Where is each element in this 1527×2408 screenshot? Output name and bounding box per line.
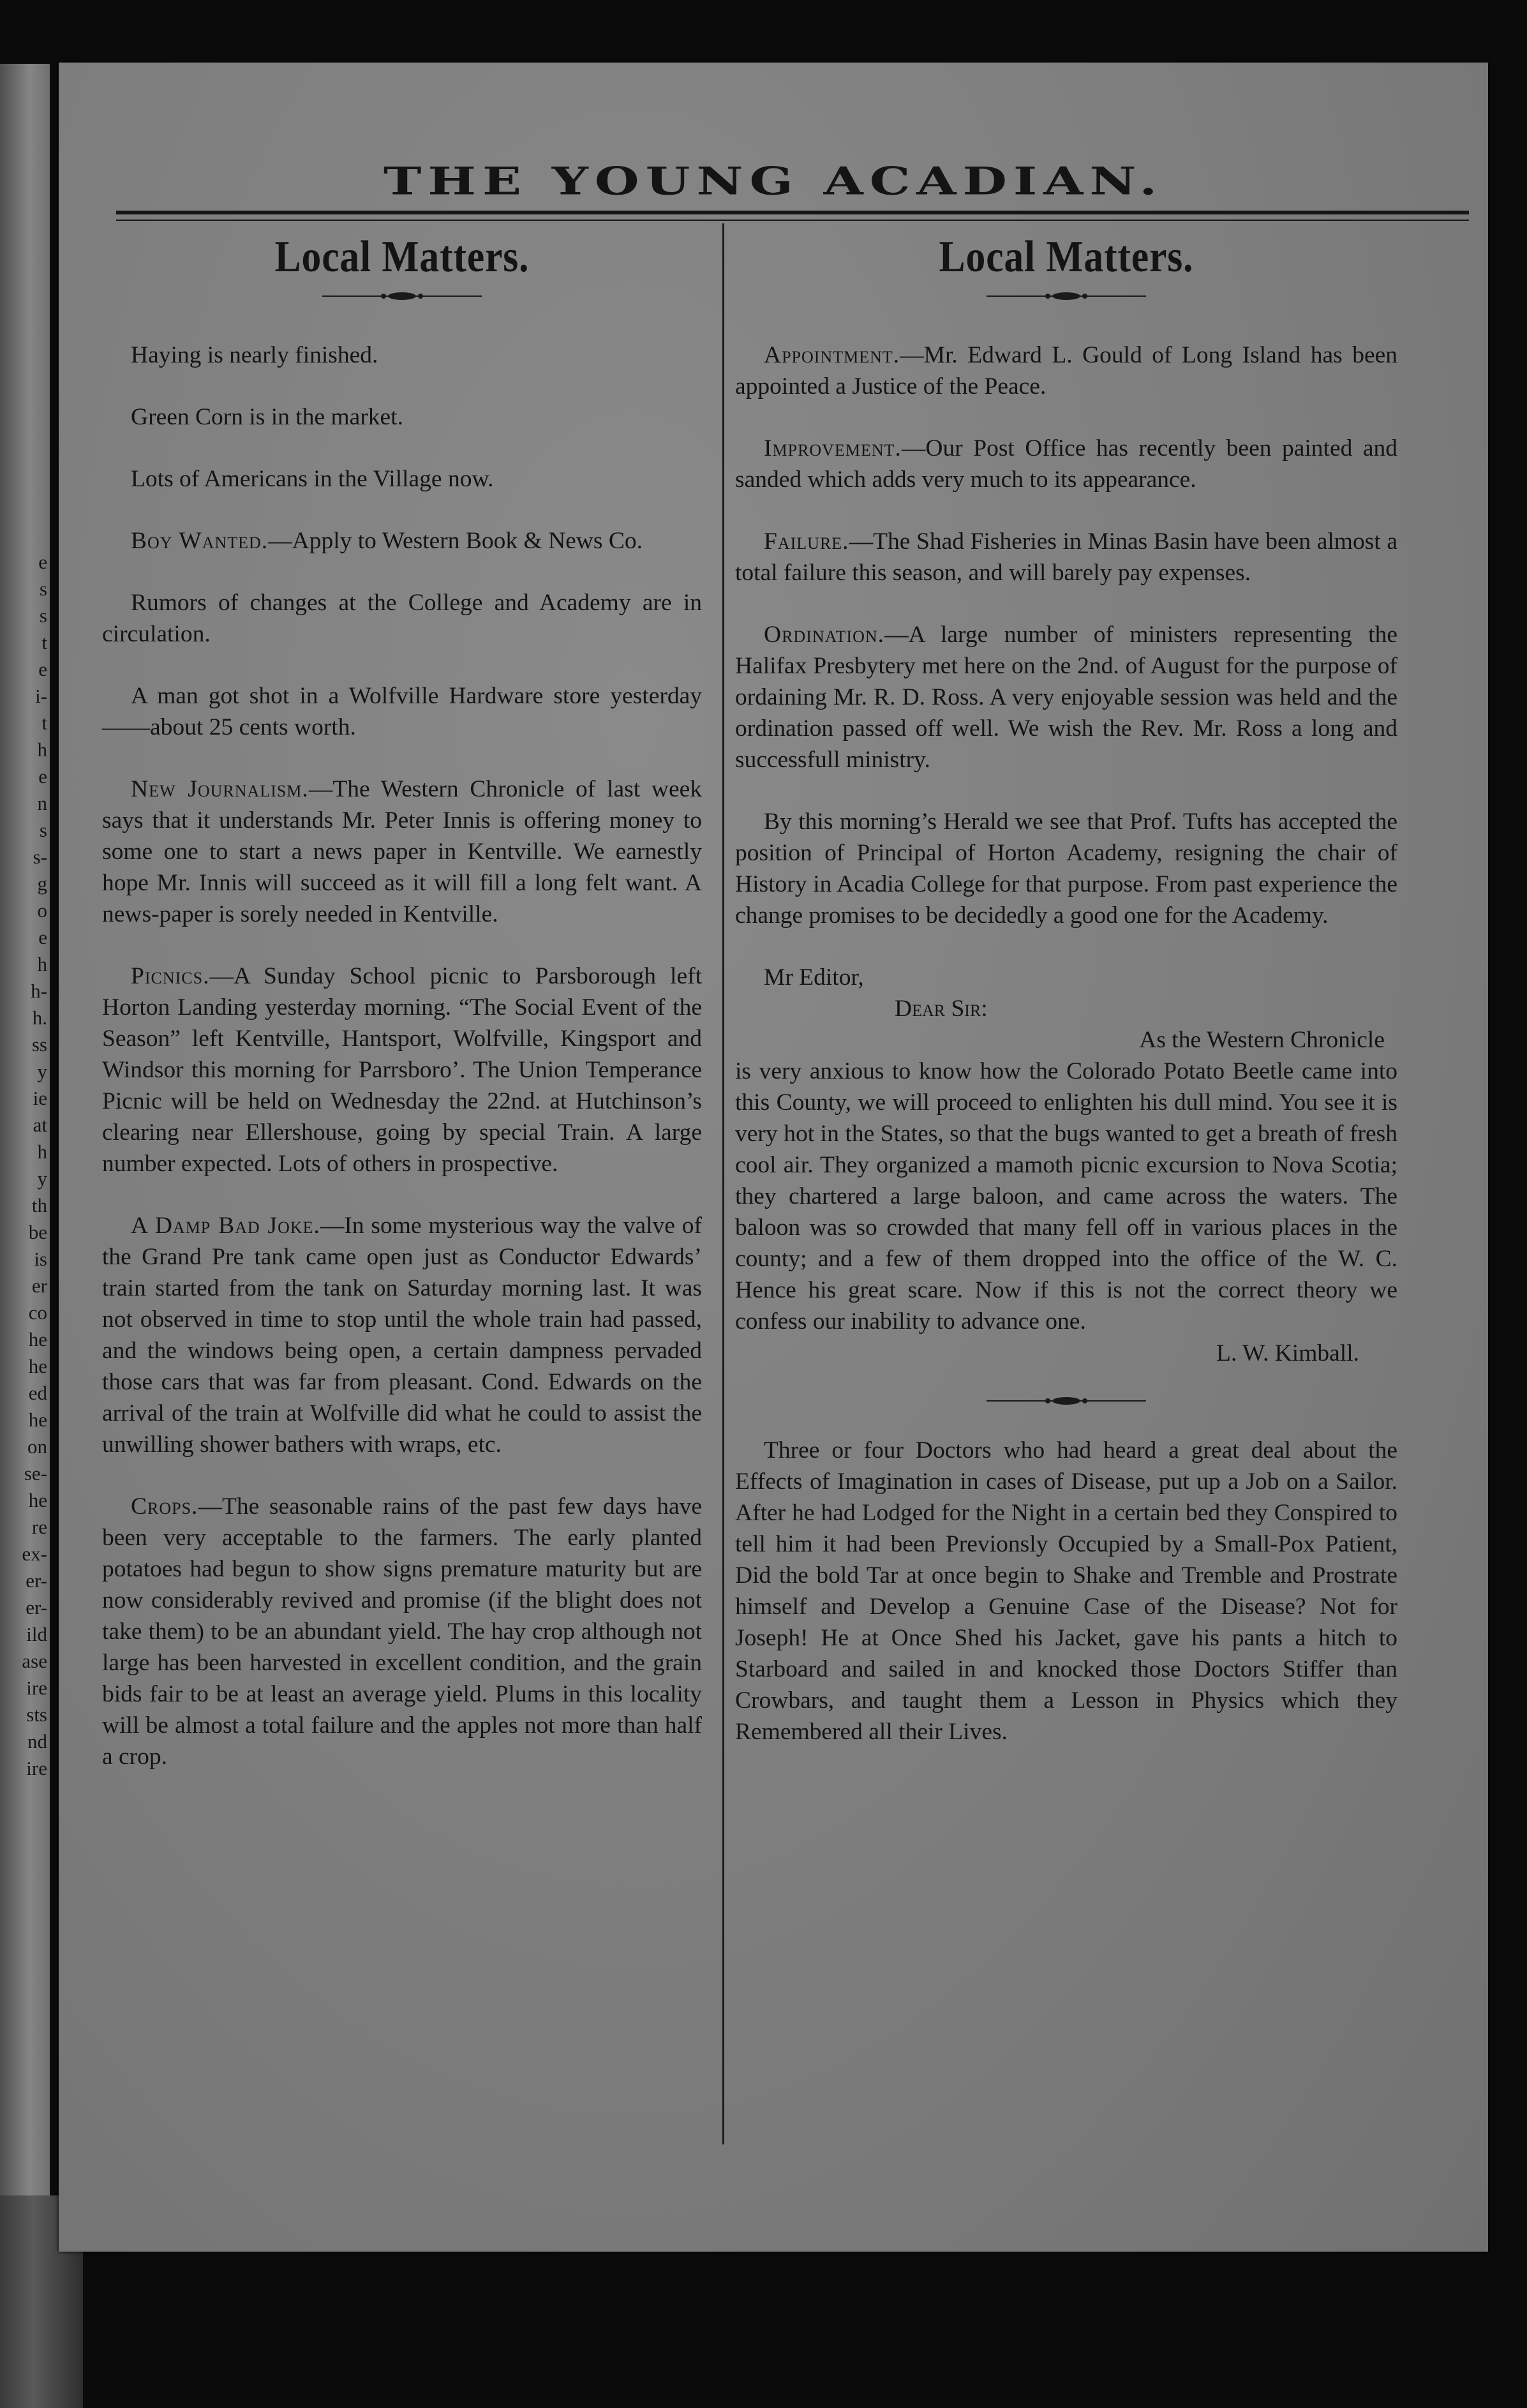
article-text: —Mr. Edward L. Gould of Long Island has been appointed a Justice of the Peace. [735,342,1397,400]
article-text: —Apply to Western Book & News Co. [268,528,643,554]
masthead-rule-thick [116,211,1469,214]
article-paragraph [102,587,702,650]
adjacent-page-fragment: t [41,631,47,654]
article-text: —Our Post Office has recently been painted and sanded which adds very much to its appearance. [735,435,1397,493]
adjacent-page-fragment: y [37,1167,47,1190]
adjacent-page-fragment: on [27,1435,47,1458]
article-text: —A large number of ministers representing the Halifax Presbytery met here on the 2nd. of August for the purpose of ordaining Mr. R. D. Ross. A very enjoyable session was held and the ordination passed off well. We wish the Rev. Mr. Ross a long and successfull ministry. [735,622,1397,773]
article-text: Green Corn is in the market. [131,404,403,430]
left-articles [102,340,702,1772]
adjacent-page-fragment: ase [22,1650,47,1672]
adjacent-page-fragment: y [37,1060,47,1082]
adjacent-page-fragment: he [28,1355,47,1377]
adjacent-page-fragment: ex- [22,1543,47,1565]
article-lead: A Damp Bad Joke. [131,1213,320,1239]
article-lead: New Journalism. [131,776,309,802]
adjacent-page-fragment: ild [26,1623,47,1645]
adjacent-page-fragment: e [38,551,47,573]
masthead: THE YOUNG ACADIAN. [383,158,1164,204]
article-paragraph [735,340,1397,402]
letter-to-editor [735,962,1397,1367]
article-text: Rumors of changes at the College and Academy are in circulation. [102,590,702,647]
adjacent-page-fragment: h [37,738,47,761]
article-paragraph [102,340,702,371]
letter-signature: L. W. Kimball. [1216,1340,1359,1366]
right-articles [735,340,1397,931]
letter-body: is very anxious to know how the Colorado Potato Beetle came into this County, we will proceed to enlighten his dull mind. You see it is very hot in the States, so that the bugs wanted to get a breath of fresh cool air. They organized a mamoth picnic excursion to Nova Scotia; they chartered a large baloon, and came across the waters. The baloon was so crowded that many fell off in various places in the county; and a few of them dropped into the office of the W. C. Hence his great scare. Now if this is not the correct theory we confess our inability to advance one. [735,1058,1397,1335]
article-text: —In some mysterious way the valve of the Grand Pre tank came open just as Conductor Edwards’ train started from the tank on Saturday morning last. It was not observed in time to stop until the whole train had passed, and the windows being open, a certain dampness pervaded those cars that was far from pleasant. Cond. Edwards on the arrival of the train at Wolfville did what he could to assist the unwilling shower bathers with wraps, etc. [102,1213,702,1458]
article-paragraph [102,961,702,1179]
adjacent-page-fragment: i- [35,685,47,707]
article-text: Lots of Americans in the Village now. [131,466,494,492]
adjacent-page-fragment: at [33,1114,47,1136]
article-text: —The seasonable rains of the past few days have been very acceptable to the farmers. The early planted potatoes had begun to show signs premature maturity but are now considerably revived and promise (if the blight does not take them) to be an abundant yield. The hay crop although not large has been harvested in excellent condition, and the grain bids fair to be at least an average yield. Plums in this locality will be almost a total failure and the apples not more than half a crop. [102,1493,702,1770]
adjacent-page-fragment: er- [26,1569,47,1592]
article-paragraph [102,401,702,433]
article-text: —A Sunday School picnic to Parsborough left Horton Landing yesterday morning. “The Social Event of the Season” left Kentville, Hantsport, Wolfville, Kingsport and Windsor this morning for Parrsboro’. The Union Temperance Picnic will be held on Wednesday the 22nd. at Hutchinson’s clearing near Ellershouse, going by special Train. A large number expected. Lots of others in prospective. [102,963,702,1177]
adjacent-page-fragment: h. [32,1006,47,1029]
article-text: Haying is nearly finished. [131,342,378,368]
adjacent-page-fragment: th [31,1194,47,1216]
adjacent-page-edge [0,64,50,2323]
left-column-heading: Local Matters. [274,232,530,281]
article-lead: Crops. [131,1493,198,1520]
adjacent-page-fragment: nd [27,1730,47,1753]
article-paragraph [102,680,702,743]
adjacent-page-fragment: h [37,1140,47,1163]
article-paragraph [735,526,1397,588]
adjacent-page-fragment: o [37,899,47,922]
article-paragraph [102,1491,702,1772]
adjacent-page-text [3,549,47,1782]
adjacent-page-fragment: he [28,1489,47,1511]
adjacent-page-fragment: h [37,953,47,975]
adjacent-page-fragment: be [28,1221,47,1243]
adjacent-page-fragment: s [39,604,47,627]
adjacent-page-fragment: s- [33,846,47,868]
article-paragraph [735,433,1397,495]
adjacent-page-fragment: ss [31,1033,47,1056]
letter-salutation-2: Dear Sir: [895,996,988,1022]
article-lead: Failure. [764,528,849,555]
article-lead: Ordination. [764,622,884,648]
article-paragraph [102,774,702,930]
ornament-divider-lower [987,1393,1146,1409]
article-text: By this morning’s Herald we see that Prof. Tufts has accepted the position of Principal of Horton Academy, resigning the chair of History in Acadia College for that purpose. From past experience the change promises to be decidedly a good one for the Academy. [735,809,1397,929]
article-text: —The Shad Fisheries in Minas Basin have been almost a total failure this season, and will barely pay expenses. [735,528,1397,586]
article-paragraph [102,525,702,557]
article-paragraph [735,619,1397,775]
ornament-divider-right [987,288,1146,304]
adjacent-page-fragment: e [38,926,47,948]
adjacent-page-fragment: he [28,1328,47,1350]
adjacent-page-fragment: g [37,872,47,895]
adjacent-page-fragment: s [39,578,47,600]
adjacent-page-fragment: n [37,792,47,814]
right-column [735,232,1397,1778]
article-text: A man got shot in a Wolfville Hardware store yesterday——about 25 cents worth. [102,683,702,740]
article-lead: Picnics. [131,963,210,989]
adjacent-page-fragment: ed [28,1382,47,1404]
adjacent-page-fragment: re [31,1516,47,1538]
adjacent-page-fragment: h- [31,980,47,1002]
adjacent-page-fragment: he [28,1409,47,1431]
column-divider [722,223,724,2144]
adjacent-page-fragment: ie [33,1087,47,1109]
adjacent-page-fragment: ire [26,1757,47,1779]
ornament-divider-left [322,288,482,304]
article-lead: Improvement. [764,435,902,461]
sailor-anecdote: Three or four Doctors who had heard a great deal about the Effects of Imagination in cases of Disease, put up a Job on a Sailor. After he had Lodged for the Night in a certain bed they Conspired to tell him it had been Previonsly Occupied by a Small-Pox Patient, Did the bold Tar at once begin to Shake and Tremble and Prostrate himself and Develop a Genuine Case of the Disease? Not for Joseph! He at Once Shed his Jacket, gave his pants a hitch to Starboard and sailed in and knocked those Doctors Stiffer than Crowbars, and taught them a Lesson in Physics which they Remembered all their Lives. [735,1437,1397,1745]
adjacent-page-fragment: ire [26,1677,47,1699]
adjacent-page-fragment: t [41,712,47,734]
masthead-rule-thin [116,220,1469,221]
article-paragraph [102,1210,702,1460]
article-text: —The Western Chronicle of last week says that it understands Mr. Peter Innis is offering money to some one to start a news paper in Kentville. We earnestly hope Mr. Innis will succeed as it will fill a long felt want. A news-paper is sorely needed in Kentville. [102,776,702,927]
adjacent-page-fragment: s [39,819,47,841]
adjacent-page-fragment: is [34,1248,47,1270]
adjacent-page-fragment: er [31,1275,47,1297]
adjacent-page-fragment: se- [24,1462,47,1484]
article-paragraph [102,463,702,495]
adjacent-page-fragment: e [38,765,47,788]
letter-salutation-1: Mr Editor, [764,964,864,991]
article-paragraph [735,806,1397,931]
article-lead: Boy Wanted. [131,528,269,554]
adjacent-page-fragment: co [28,1301,47,1324]
left-column [102,232,702,1803]
adjacent-page-fragment: sts [26,1703,47,1726]
adjacent-page-fragment: er- [26,1596,47,1619]
adjacent-page-fragment: e [38,658,47,680]
newspaper-page [59,63,1488,2252]
article-lead: Appointment. [764,342,900,368]
letter-opening: As the Western Chronicle [1139,1027,1385,1053]
right-column-heading: Local Matters. [939,232,1194,281]
